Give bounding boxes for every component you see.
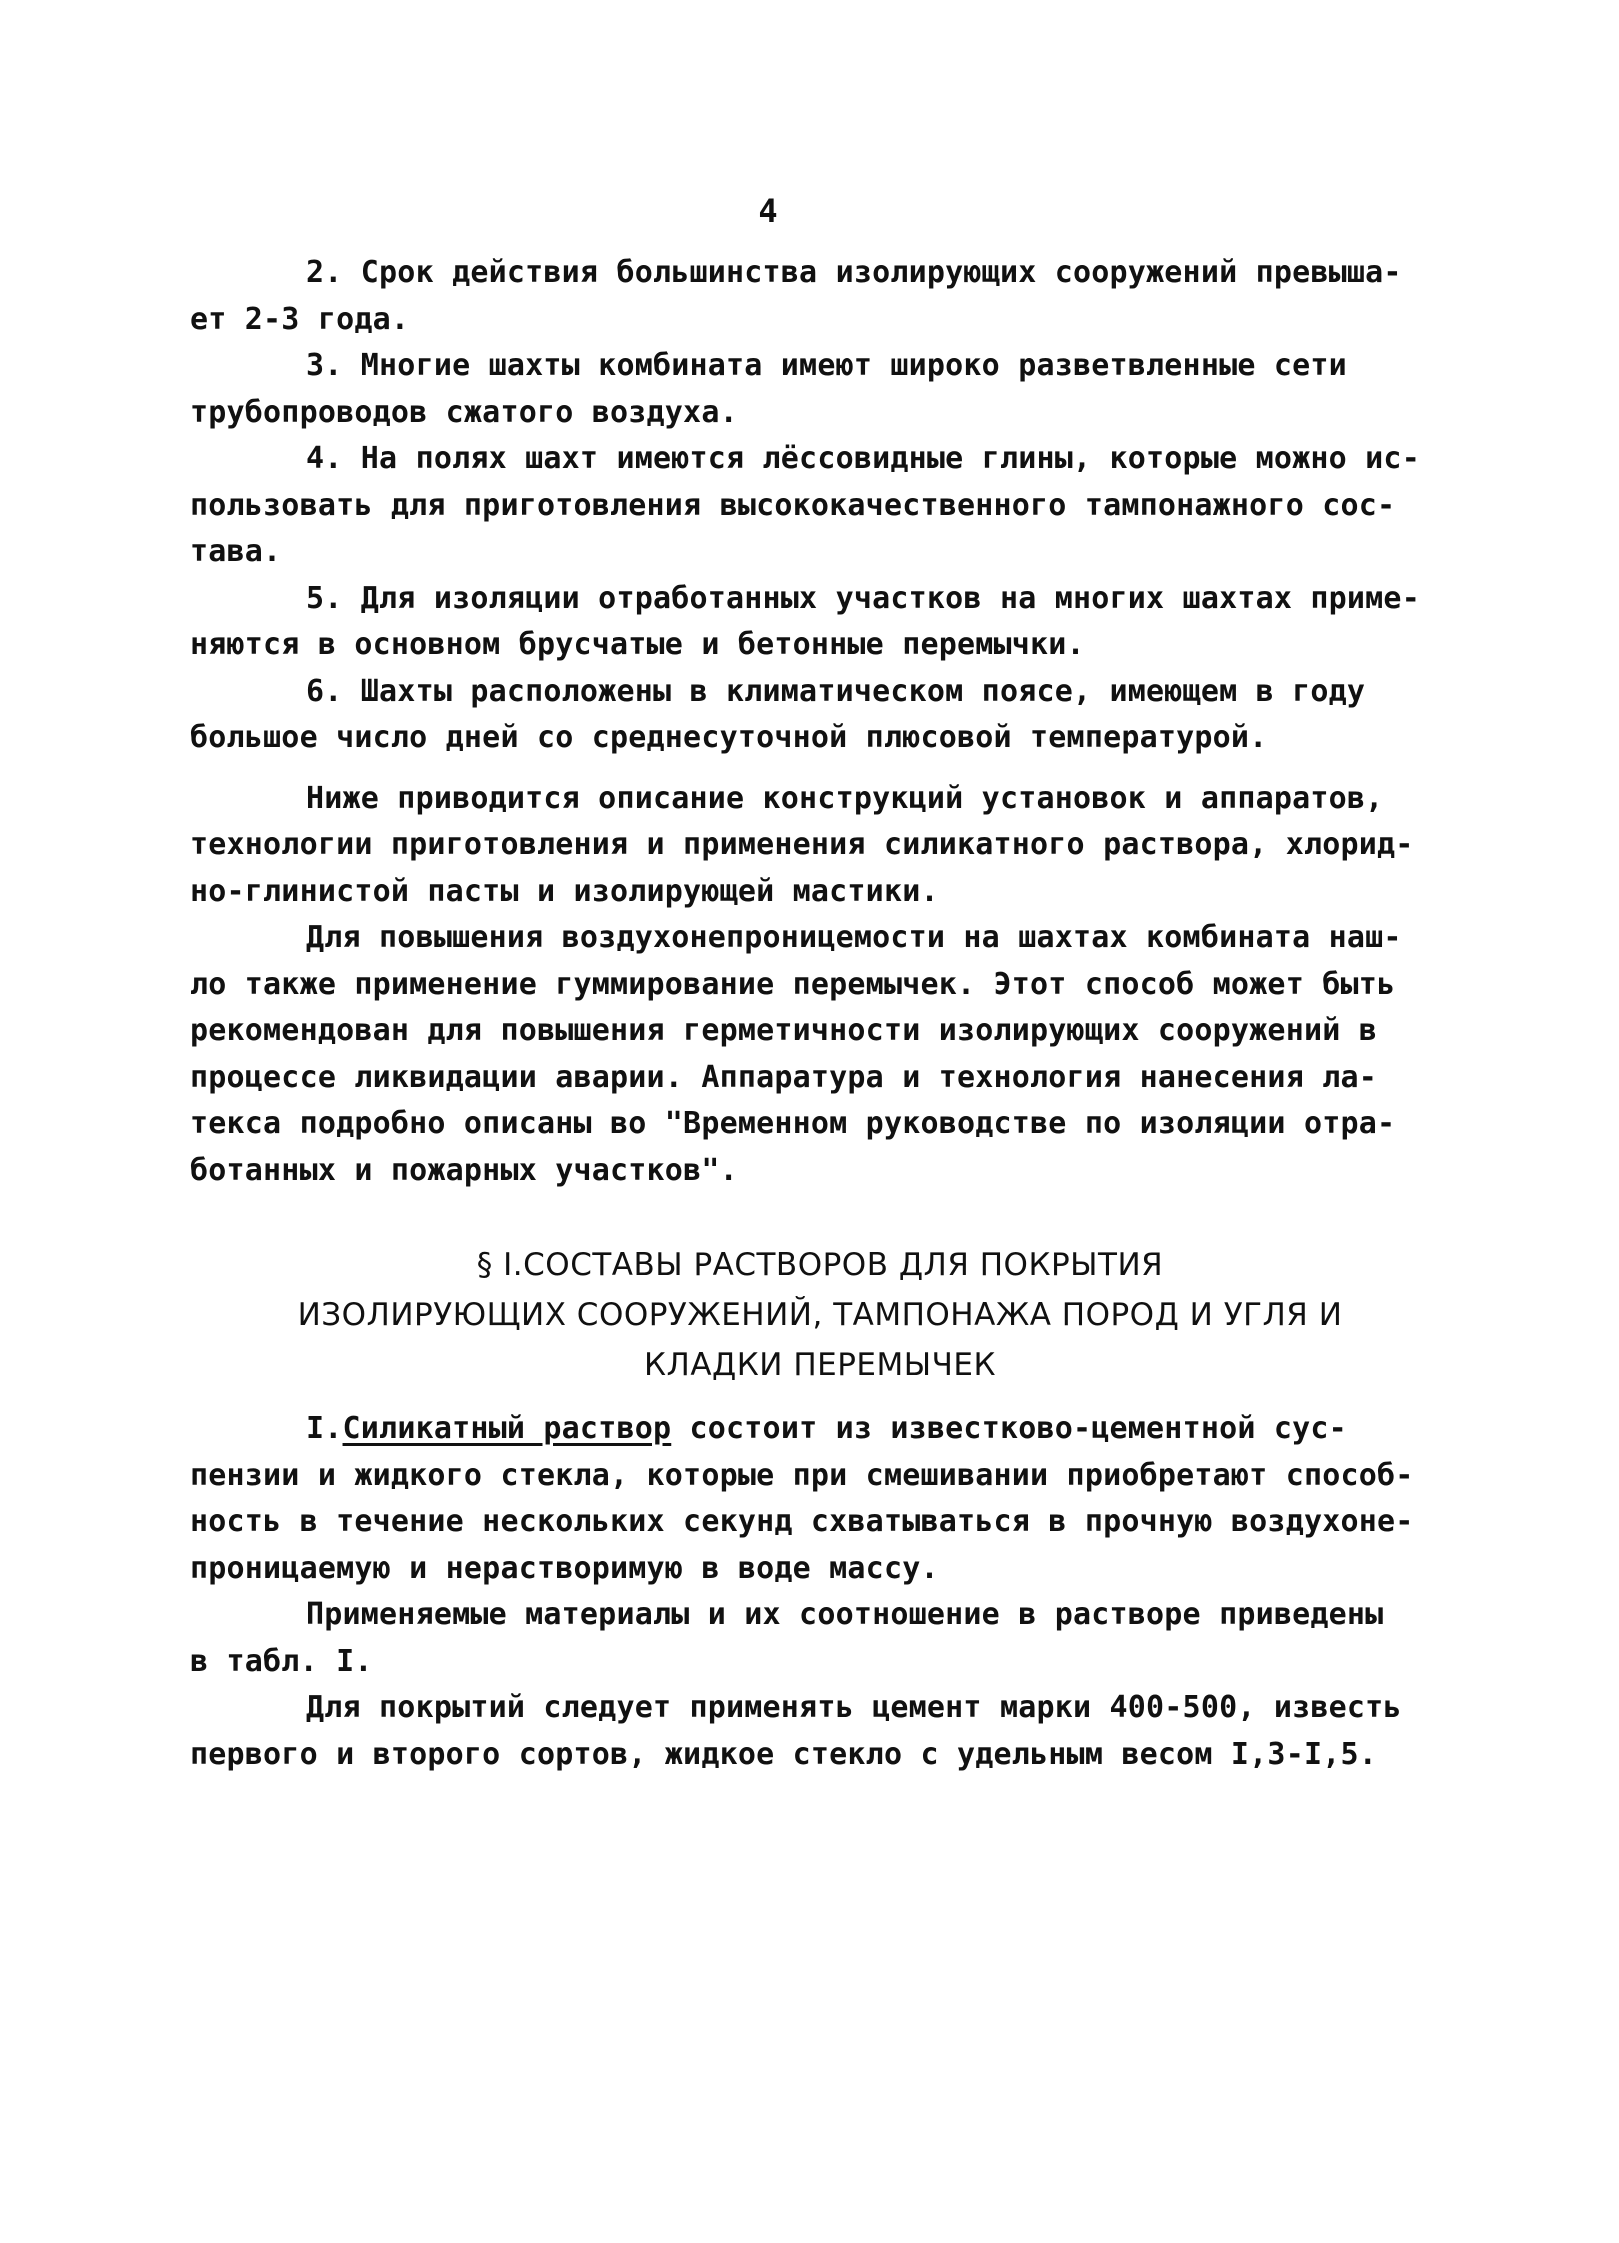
text-line: 4. На полях шахт имеются лёссовидные глины, которые можно ис- (306, 441, 1420, 476)
heading-line: КЛАДКИ ПЕРЕМЫЧЕК (644, 1347, 996, 1383)
text-line: технологии приготовления и применения силикатного раствора, хлорид- (190, 827, 1414, 862)
text-line: пользовать для приготовления высококачественного тампонажного сос- (190, 487, 1396, 523)
text-line: текса подробно описаны во "Временном руководстве по изоляции отра- (190, 1106, 1396, 1141)
heading-line: § I.СОСТАВЫ РАСТВОРОВ ДЛЯ ПОКРЫТИЯ (476, 1247, 1164, 1283)
text-line: 6. Шахты расположены в климатическом поясе, имеющем в году (306, 673, 1366, 709)
text-line: I.Силикатный раствор состоит из известково-цементной сус- (306, 1411, 1347, 1446)
cement-paragraph (190, 1685, 1450, 1778)
latex-paragraph (190, 915, 1450, 1194)
text-line: ет 2-3 года. (190, 301, 410, 337)
list-item (190, 576, 1450, 669)
text-line: 5. Для изоляции отработанных участков на многих шахтах приме- (306, 580, 1420, 616)
text-line: Для повышения воздухонепроницемости на шахтах комбината наш- (306, 920, 1402, 955)
text-line: няются в основном брусчатые и бетонные перемычки. (190, 627, 1085, 662)
text-line: 3. Многие шахты комбината имеют широко разветвленные сети (306, 348, 1347, 383)
text-line: проницаемую и нерастворимую в воде массу. (190, 1550, 939, 1586)
text-line: трубопроводов сжатого воздуха. (190, 394, 738, 430)
text-line: Ниже приводится описание конструкций установок и аппаратов, (306, 780, 1384, 816)
text-line: ботанных и пожарных участков". (190, 1152, 738, 1188)
text-line: но-глинистой пасты и изолирующей мастики. (190, 873, 939, 909)
list-item (190, 343, 1450, 436)
intro-paragraph (190, 776, 1450, 916)
text-line: Применяемые материалы и их соотношение в растворе приведены (306, 1597, 1384, 1632)
paragraph-number: I. (306, 1411, 343, 1446)
list-item (190, 250, 1450, 343)
text-line: 2. Срок действия большинства изолирующих сооружений превыша- (306, 255, 1402, 290)
list-item (190, 436, 1450, 576)
page-number: 4 (758, 192, 778, 230)
text-line: процессе ликвидации аварии. Аппаратура и технология нанесения ла- (190, 1059, 1377, 1095)
text-line: тава. (190, 534, 282, 569)
materials-paragraph (190, 1592, 1450, 1685)
body-text (190, 250, 1450, 1778)
heading-line: ИЗОЛИРУЮЩИХ СООРУЖЕНИЙ, ТАМПОНАЖА ПОРОД И УГЛЯ И (297, 1297, 1343, 1333)
text-line: ность в течение нескольких секунд схватываться в прочную воздухоне- (190, 1504, 1414, 1539)
text-line: в табл. I. (190, 1643, 373, 1679)
defined-term: Силикатный раствор (342, 1411, 672, 1446)
silicate-paragraph (190, 1406, 1450, 1592)
text-line: пензии и жидкого стекла, которые при смешивании приобретают способ- (190, 1457, 1414, 1493)
text-line: ло также применение гуммирование перемычек. Этот способ может быть (190, 966, 1396, 1002)
text-line: Для покрытий следует применять цемент марки 400-500, известь (306, 1690, 1402, 1725)
section-heading (190, 1240, 1450, 1390)
text-line: большое число дней со среднесуточной плюсовой температурой. (190, 720, 1268, 755)
text-line: первого и второго сортов, жидкое стекло с удельным весом I,3-I,5. (190, 1736, 1377, 1772)
list-item (190, 669, 1450, 762)
text-line: рекомендован для повышения герметичности изолирующих сооружений в (190, 1013, 1377, 1048)
